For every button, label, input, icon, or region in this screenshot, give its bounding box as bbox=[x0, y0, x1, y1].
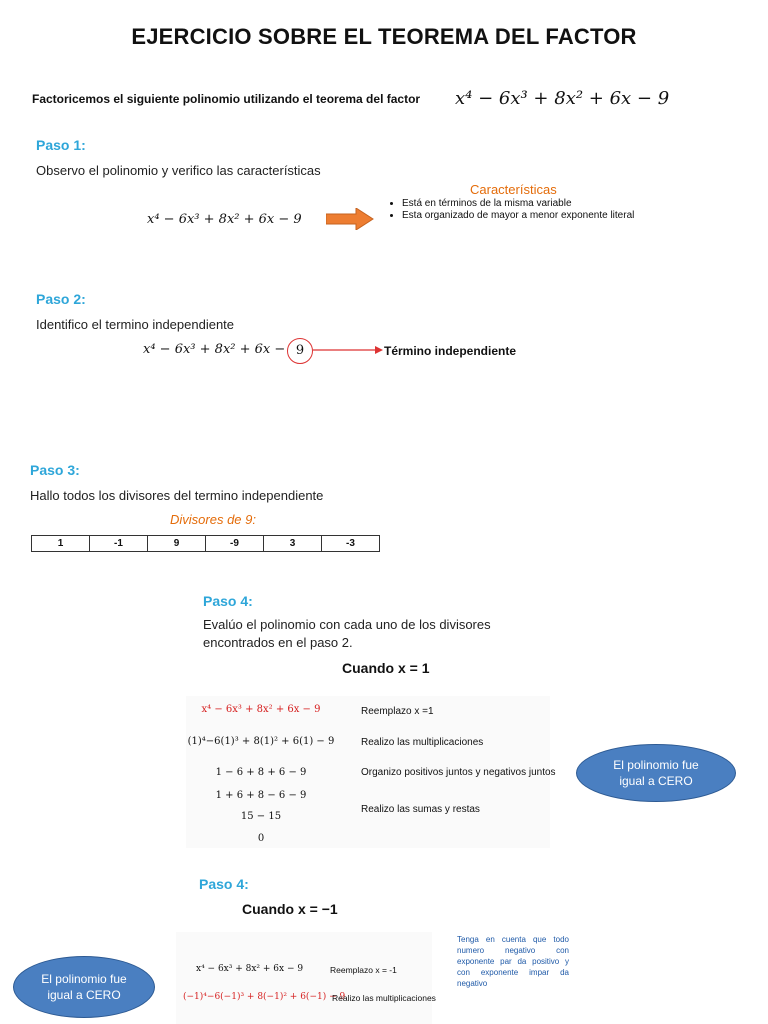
work-expr: 1 − 6 + 8 + 6 − 9 bbox=[215, 767, 307, 778]
paso4b-cuando: Cuando x = −1 bbox=[242, 901, 338, 917]
work-expr bbox=[183, 992, 345, 1002]
paso1-label: Paso 1: bbox=[36, 137, 86, 153]
divisor-cell: 3 bbox=[264, 536, 322, 552]
work-expr: 0 bbox=[257, 833, 265, 844]
intro-text: Factoricemos el siguiente polinomio utilizando el teorema del factor bbox=[32, 92, 421, 106]
divisors-table bbox=[31, 535, 380, 552]
result-bubble-text: El polinomio fue igual a CERO bbox=[613, 758, 699, 788]
work-note: Reemplazo x = -1 bbox=[330, 965, 397, 975]
divisor-cell: -1 bbox=[90, 536, 148, 552]
red-arrow-icon bbox=[313, 345, 383, 355]
divisor-cell: -9 bbox=[206, 536, 264, 552]
paso3-label: Paso 3: bbox=[30, 462, 80, 478]
result-bubble-text: El polinomio fue igual a CERO bbox=[41, 972, 127, 1002]
paso1-polynomial: x⁴ − 6x³ + 8x² + 6x − 9 bbox=[147, 212, 302, 227]
result-bubble bbox=[576, 744, 736, 802]
paso2-polynomial: x⁴ − 6x³ + 8x² + 6x − bbox=[143, 342, 286, 357]
paso4b-work-panel bbox=[176, 932, 432, 1024]
paso1-text: Observo el polinomio y verifico las características bbox=[36, 163, 321, 178]
paso2-label: Paso 2: bbox=[36, 291, 86, 307]
independent-term-circle: 9 bbox=[287, 338, 313, 364]
work-expr: 1 + 6 + 8 − 6 − 9 bbox=[215, 790, 307, 801]
paso3-text: Hallo todos los divisores del termino independiente bbox=[30, 488, 324, 503]
work-note: Realizo las multiplicaciones bbox=[332, 993, 436, 1003]
work-expr-text: (−1)⁴−6(−1)³ + 8(−1)² + 6(−1) − 9 bbox=[183, 992, 346, 1002]
paso4a-text-line2: encontrados en el paso 2. bbox=[203, 635, 353, 650]
divisor-cell: -3 bbox=[322, 536, 380, 552]
work-expr bbox=[186, 704, 336, 715]
paso4a-cuando: Cuando x = 1 bbox=[342, 660, 430, 676]
paso4a-text-line1: Evalúo el polinomio con cada uno de los divisores bbox=[203, 617, 491, 632]
paso2-text: Identifico el termino independiente bbox=[36, 317, 235, 332]
paso4b-label: Paso 4: bbox=[199, 876, 249, 892]
work-expr: (1)⁴−6(1)³ + 8(1)² + 6(1) − 9 bbox=[187, 736, 335, 747]
divisor-cell: 9 bbox=[148, 536, 206, 552]
characteristic-item: • Esta organizado de mayor a menor exponente literal bbox=[402, 210, 672, 222]
work-note: Realizo las sumas y restas bbox=[361, 804, 480, 815]
characteristics-title: Características bbox=[470, 182, 557, 197]
work-note: Realizo las multiplicaciones bbox=[361, 737, 484, 748]
independent-term-label: Término independiente bbox=[384, 344, 517, 358]
page-title: EJERCICIO SOBRE EL TEOREMA DEL FACTOR bbox=[131, 24, 637, 49]
divisor-cell: 1 bbox=[32, 536, 90, 552]
orange-arrow-icon bbox=[326, 208, 374, 230]
characteristic-item: • Está en términos de la misma variable bbox=[402, 198, 672, 210]
paso4a-label: Paso 4: bbox=[203, 593, 253, 609]
work-expr: x⁴ − 6x³ + 8x² + 6x − 9 bbox=[196, 964, 304, 974]
characteristics-list bbox=[388, 198, 672, 222]
table-row bbox=[32, 536, 380, 552]
work-expr-text: x⁴ − 6x³ + 8x² + 6x − 9 bbox=[201, 704, 321, 715]
work-note: Reemplazo x =1 bbox=[361, 706, 434, 717]
work-expr: 15 − 15 bbox=[240, 811, 282, 822]
exponent-note: Tenga en cuenta que todo numero negativo con exponente par da positivo y con exponente impar da negativo bbox=[457, 935, 569, 988]
result-bubble bbox=[13, 956, 155, 1018]
divisors-label: Divisores de 9: bbox=[170, 512, 256, 527]
work-note: Organizo positivos juntos y negativos juntos bbox=[361, 767, 556, 778]
intro-polynomial: x⁴ − 6x³ + 8x² + 6x − 9 bbox=[455, 88, 670, 109]
